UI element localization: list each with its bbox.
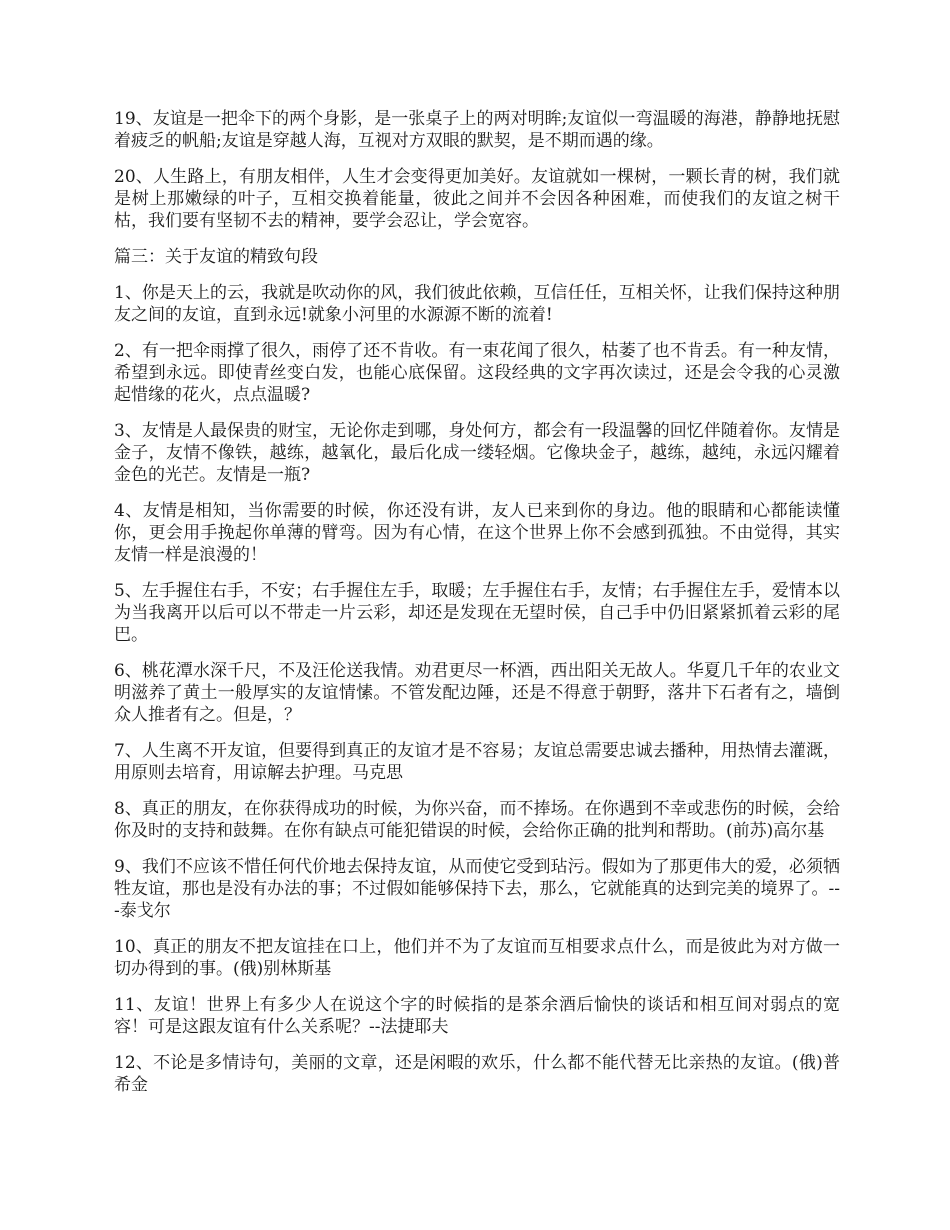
paragraph-6: 6、桃花潭水深千尺，不及汪伦送我情。劝君更尽一杯酒，西出阳关无故人。华夏几千年的农业文明滋养了黄土一般厚实的友谊情愫。不管发配边陲，还是不得意于朝野，落井下石者有之，墙倒众人推者有之。但是，？ xyxy=(114,661,840,725)
paragraph-5: 5、左手握住右手，不安；右手握住左手，取暖；左手握住右手，友情；右手握住左手，爱情本以为当我离开以后可以不带走一片云彩，却还是发现在无望时侯，自己手中仍旧紧紧抓着云彩的尾巴。 xyxy=(114,581,840,645)
paragraph-10: 10、真正的朋友不把友谊挂在口上，他们并不为了友谊而互相要求点什么，而是彼此为对方做一切办得到的事。(俄)别林斯基 xyxy=(114,937,840,979)
paragraph-7: 7、人生离不开友谊，但要得到真正的友谊才是不容易；友谊总需要忠诚去播种，用热情去灌溉，用原则去培育，用谅解去护理。马克思 xyxy=(114,741,840,783)
paragraph-20: 20、人生路上，有朋友相伴，人生才会变得更加美好。友谊就如一棵树，一颗长青的树，我们就是树上那嫩绿的叶子，互相交换着能量，彼此之间并不会因各种困难，而使我们的友谊之树干枯，我们要有坚韧不去的精神，要学会忍让，学会宽容。 xyxy=(114,167,840,231)
paragraph-1: 1、你是天上的云，我就是吹动你的风，我们彼此依赖，互信任任，互相关怀，让我们保持这种朋友之间的友谊，直到永远!就象小河里的水源源不断的流着! xyxy=(114,283,840,325)
paragraph-19: 19、友谊是一把伞下的两个身影，是一张桌子上的两对明眸;友谊似一弯温暖的海港，静静地抚慰着疲乏的帆船;友谊是穿越人海，互视对方双眼的默契，是不期而遇的缘。 xyxy=(114,109,840,151)
paragraph-12: 12、不论是多情诗句，美丽的文章，还是闲暇的欢乐，什么都不能代替无比亲热的友谊。(俄)普希金 xyxy=(114,1053,840,1095)
section-heading: 篇三：关于友谊的精致句段 xyxy=(114,247,318,267)
paragraph-3: 3、友情是人最保贵的财宝，无论你走到哪，身处何方，都会有一段温馨的回忆伴随着你。友情是金子，友情不像铁，越练，越氧化，最后化成一缕轻烟。它像块金子，越练，越纯，永远闪耀着金色的光芒。友情是一瓶? xyxy=(114,421,840,485)
document-body xyxy=(114,108,840,1110)
paragraph-2: 2、有一把伞雨撑了很久，雨停了还不肯收。有一束花闻了很久，枯萎了也不肯丢。有一种友情，希望到永远。即使青丝变白发，也能心底保留。这段经典的文字再次读过，还是会令我的心灵激起惜缘的花火，点点温暖? xyxy=(114,341,840,405)
paragraph-11: 11、友谊！世界上有多少人在说这个字的时候指的是茶余酒后愉快的谈话和相互间对弱点的宽容！可是这跟友谊有什么关系呢？--法捷耶夫 xyxy=(114,995,840,1037)
paragraph-4: 4、友情是相知，当你需要的时候，你还没有讲，友人已来到你的身边。他的眼睛和心都能读懂你，更会用手挽起你单薄的臂弯。因为有心情，在这个世界上你不会感到孤独。不由觉得，其实友情一样是浪漫的！ xyxy=(114,501,840,565)
paragraph-9: 9、我们不应该不惜任何代价地去保持友谊，从而使它受到玷污。假如为了那更伟大的爱，必须牺牲友谊，那也是没有办法的事；不过假如能够保持下去，那么，它就能真的达到完美的境界了。---泰戈尔 xyxy=(114,857,840,921)
paragraph-8: 8、真正的朋友，在你获得成功的时候，为你兴奋，而不捧场。在你遇到不幸或悲伤的时候，会给你及时的支持和鼓舞。在你有缺点可能犯错误的时候，会给你正确的批判和帮助。(前苏)高尔基 xyxy=(114,799,840,841)
